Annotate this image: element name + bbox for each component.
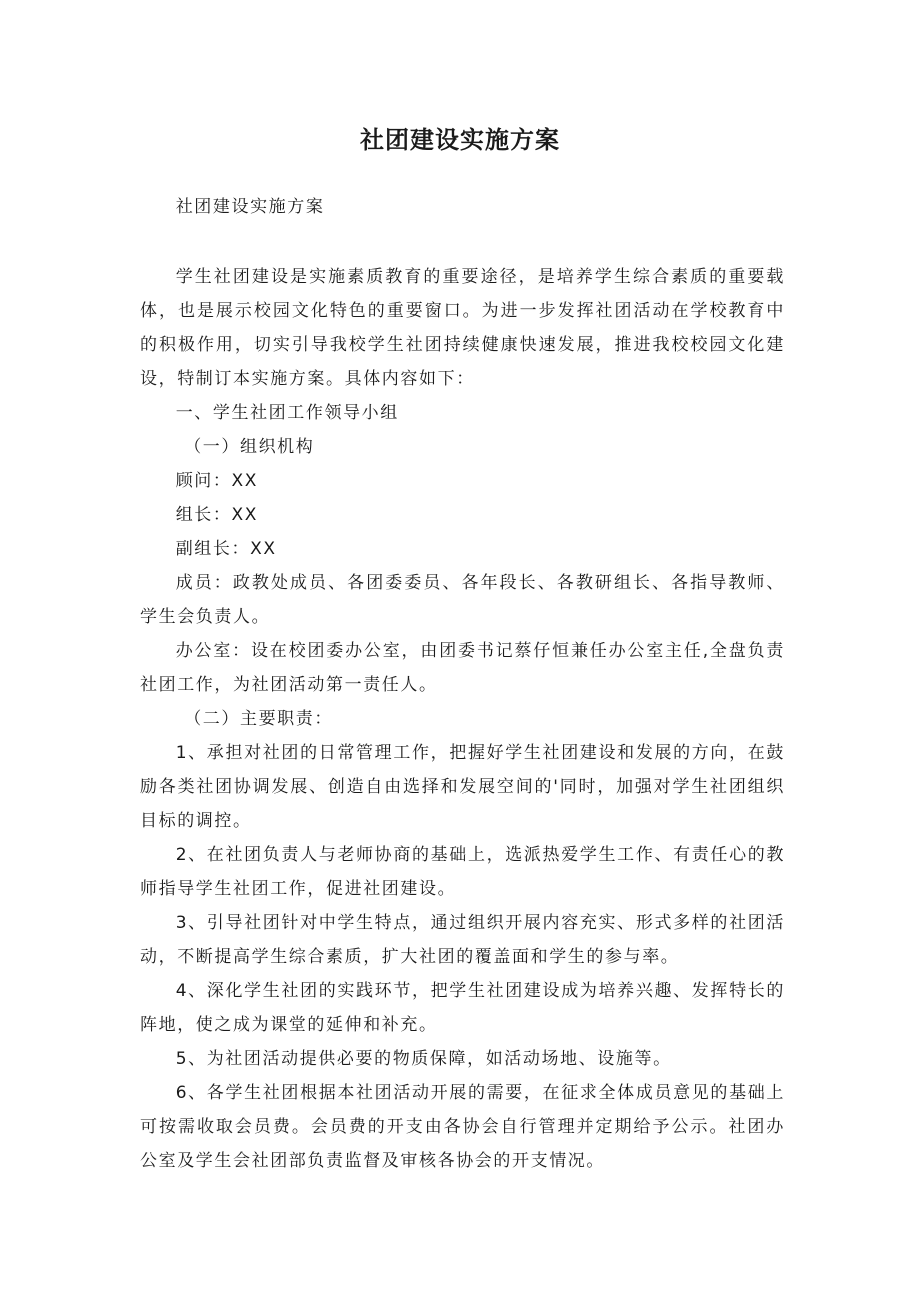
- subtitle-paragraph: 社团建设实施方案: [175, 197, 325, 217]
- duty-item-2: 2、在社团负责人与老师协商的基础上，选派热爱学生工作、有责任心的教师指导学生社团工作，促进社团建设。: [140, 845, 785, 899]
- subsection-heading-1: （一）组织机构: [184, 437, 315, 457]
- duty-item-1: 1、承担对社团的日常管理工作，把握好学生社团建设和发展的方向，在鼓励各类社团协调发展、创造自由选择和发展空间的'同时，加强对学生社团组织目标的调控。: [140, 743, 785, 831]
- leader-line: 组长：XX: [175, 505, 258, 525]
- document-body: [140, 190, 785, 1178]
- duty-item-3: 3、引导社团针对中学生特点，通过组织开展内容充实、形式多样的社团活动，不断提高学生综合素质，扩大社团的覆盖面和学生的参与率。: [140, 913, 785, 967]
- intro-paragraph: 学生社团建设是实施素质教育的重要途径，是培养学生综合素质的重要载体，也是展示校园文化特色的重要窗口。为进一步发挥社团活动在学校教育中的积极作用，切实引导我校学生社团持续健康快速发展，推进我校校园文化建设，特制订本实施方案。具体内容如下：: [140, 267, 785, 389]
- section-heading-1: 一、学生社团工作领导小组: [175, 403, 399, 423]
- advisor-line: 顾问：XX: [175, 471, 258, 491]
- subsection-heading-2: （二）主要职责：: [184, 709, 333, 729]
- duty-item-4: 4、深化学生社团的实践环节，把学生社团建设成为培养兴趣、发挥特长的阵地，使之成为课堂的延伸和补充。: [140, 981, 785, 1035]
- members-paragraph: 成员：政教处成员、各团委委员、各年段长、各教研组长、各指导教师、学生会负责人。: [140, 573, 785, 627]
- paragraph-gap: [140, 224, 785, 260]
- office-paragraph: 办公室：设在校团委办公室，由团委书记蔡仔恒兼任办公室主任,全盘负责社团工作，为社团活动第一责任人。: [140, 641, 785, 695]
- duty-item-6: 6、各学生社团根据本社团活动开展的需要，在征求全体成员意见的基础上可按需收取会员费。会员费的开支由各协会自行管理并定期给予公示。社团办公室及学生会社团部负责监督及审核各协会的开支情况。: [140, 1083, 785, 1171]
- duty-item-5: 5、为社团活动提供必要的物质保障，如活动场地、设施等。: [175, 1049, 672, 1069]
- deputy-leader-line: 副组长：XX: [175, 539, 277, 559]
- document-title: 社团建设实施方案: [360, 126, 560, 154]
